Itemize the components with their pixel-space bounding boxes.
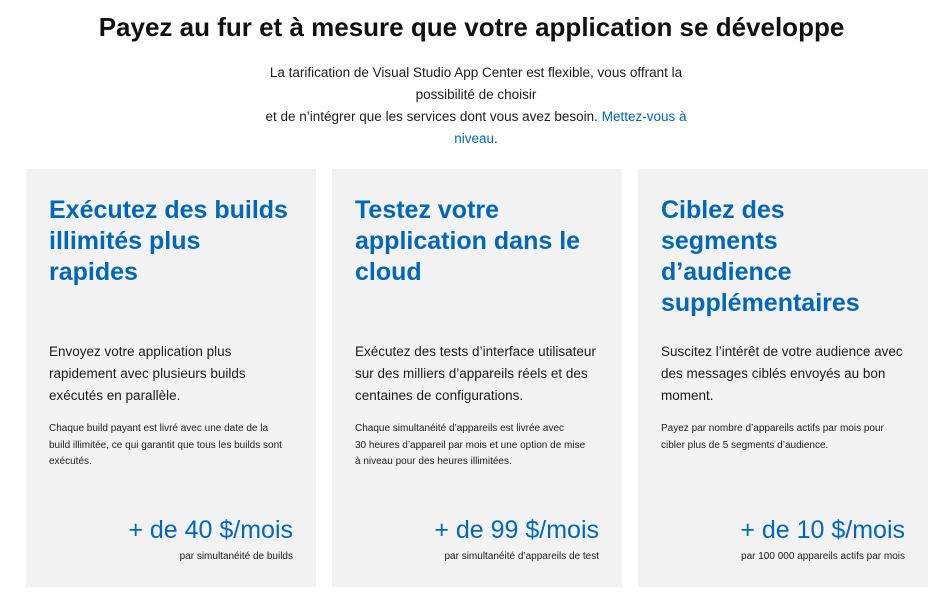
plan-description-line: des messages ciblés envoyés au bon [661, 366, 886, 381]
upgrade-link-continued[interactable]: niveau [454, 131, 495, 146]
intro-line: et de n’intégrer que les services dont vous avez besoin. [265, 109, 598, 124]
intro-line: possibilité de choisir [415, 87, 537, 102]
plan-price: + de 40 $/mois [128, 516, 293, 544]
plan-description [49, 341, 304, 407]
intro-line: La tarification de Visual Studio App Center est flexible, vous offrant la [269, 65, 683, 80]
page-title: Payez au fur et à mesure que votre application se développe [98, 12, 845, 42]
plan-note [49, 421, 304, 471]
plan-title-line: d’audience [661, 258, 792, 286]
plan-note-line: Chaque build payant est livré avec une date de la [49, 423, 269, 434]
plan-card-test [332, 169, 622, 587]
plan-note-line: exécutés. [49, 456, 92, 467]
plan-price: + de 99 $/mois [434, 516, 599, 544]
plan-description-line: Envoyez votre application plus [49, 344, 232, 359]
plan-title-line: illimités plus [49, 227, 201, 255]
plan-description-line: Suscitez l’intérêt de votre audience avec [661, 344, 903, 359]
plan-note-line: build illimitée, ce qui garantit que tous les builds sont [49, 439, 282, 451]
plan-note-line: cibler plus de 5 segments d’audience. [661, 439, 829, 451]
plan-description-line: centaines de configurations. [355, 388, 524, 403]
plan-title-line: Exécutez des builds [49, 196, 288, 224]
plan-description [355, 341, 610, 407]
plan-description-line: exécutés en parallèle. [49, 388, 181, 403]
intro-paragraph [248, 62, 704, 150]
plan-note-line: Chaque simultanéité d’appareils est livrée avec [355, 423, 565, 434]
plan-title-line: segments [661, 227, 778, 255]
intro-period: . [494, 131, 498, 146]
plan-note-line: 30 heures d’appareil par mois et une option de mise [355, 439, 586, 451]
plan-note-line: à niveau pour des heures illimitées. [355, 456, 512, 467]
plan-title-line: rapides [49, 258, 138, 286]
plan-price-unit: par simultanéité d’appareils de test [444, 551, 599, 562]
plan-description [661, 341, 916, 407]
plan-title-line: application dans le [355, 227, 581, 255]
plan-title-line: Ciblez des [661, 196, 785, 224]
plan-title [661, 195, 916, 319]
plan-title [49, 195, 304, 288]
plan-note-line: Payez par nombre d’appareils actifs par mois pour [661, 423, 884, 434]
plan-note [355, 421, 610, 471]
upgrade-link[interactable]: Mettez-vous à [601, 109, 687, 124]
plan-description-line: moment. [661, 388, 714, 403]
plan-title-line: Testez votre [355, 196, 500, 224]
intro-line-with-link [248, 106, 704, 128]
plan-description-line: Exécutez des tests d’interface utilisateur [355, 344, 596, 359]
plan-title-line: supplémentaires [661, 289, 860, 317]
plan-price-unit: par simultanéité de builds [179, 551, 293, 562]
plan-title [355, 195, 610, 288]
plan-card-builds [26, 169, 316, 587]
plan-card-audience [638, 169, 928, 587]
plan-note [661, 421, 916, 454]
plan-description-line: sur des milliers d’appareils réels et des [355, 366, 588, 381]
plan-price: + de 10 $/mois [740, 516, 905, 544]
plan-price-unit: par 100 000 appareils actifs par mois [741, 551, 905, 562]
plan-description-line: rapidement avec plusieurs builds [49, 366, 246, 381]
plan-title-line: cloud [355, 258, 422, 286]
intro-line-with-link-end [248, 128, 704, 150]
